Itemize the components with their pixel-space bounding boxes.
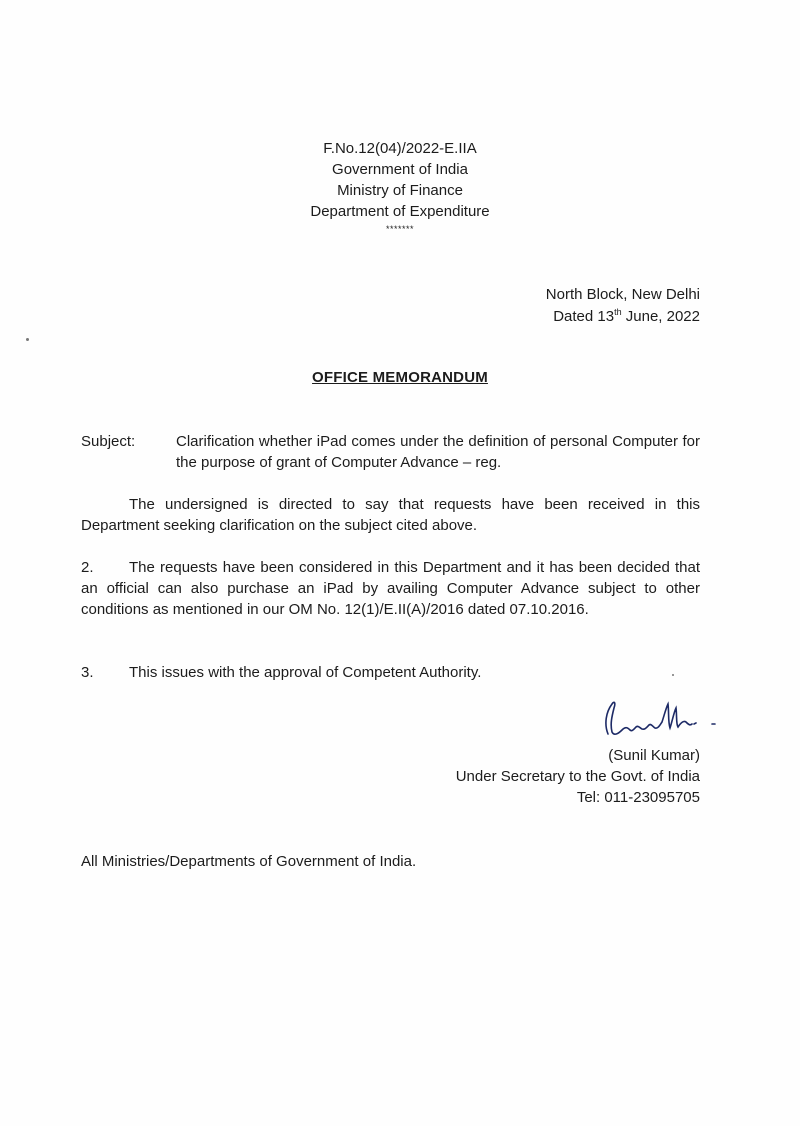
signatory-block (456, 745, 700, 808)
letterhead (0, 138, 800, 235)
department-name: Department of Expenditure (310, 203, 490, 220)
paragraph-number: 2. (81, 559, 94, 576)
date-rest: June, 2022 (621, 308, 700, 325)
paragraph-3 (81, 662, 700, 683)
place-and-date (546, 284, 700, 328)
paragraph-number: 3. (81, 664, 94, 681)
date-prefix: Dated 13 (553, 308, 615, 325)
signatory-telephone: Tel: 011-23095705 (576, 789, 700, 806)
government-name: Government of India (332, 161, 468, 178)
date (546, 306, 700, 328)
distribution-list: All Ministries/Departments of Government of India. (81, 853, 417, 870)
place: North Block, New Delhi (545, 286, 700, 303)
paragraph-1 (81, 494, 700, 536)
date-ordinal-suffix: th (614, 307, 622, 317)
ministry-name: Ministry of Finance (337, 182, 463, 199)
header-separator: ******* (385, 224, 415, 234)
scan-speck (26, 338, 29, 341)
subject-text: Clarification whether iPad comes under the definition of personal Computer for the purpose of grant of Computer Advance – reg. (176, 433, 700, 471)
signatory-designation: Under Secretary to the Govt. of India (455, 768, 700, 785)
paragraph-2 (81, 557, 700, 620)
signature-icon (592, 694, 722, 742)
subject-label: Subject: (81, 433, 136, 450)
paragraph-text: The undersigned is directed to say that requests have been received in this Department seeking clarification on the subject cited above. (81, 496, 700, 534)
signatory-name: (Sunil Kumar) (608, 747, 700, 764)
paragraph-text: The requests have been considered in this Department and it has been decided that an official can also purchase an iPad by availing Computer Advance subject to other conditions as mentioned in our OM No. 12(1)/E.II(A)/2016 dated 07.10.2016. (81, 559, 700, 618)
paragraph-text: This issues with the approval of Competent Authority. (129, 664, 482, 681)
file-number: F.No.12(04)/2022-E.IIA (323, 140, 477, 157)
scan-speck (672, 674, 674, 676)
memorandum-title: OFFICE MEMORANDUM (312, 369, 488, 386)
